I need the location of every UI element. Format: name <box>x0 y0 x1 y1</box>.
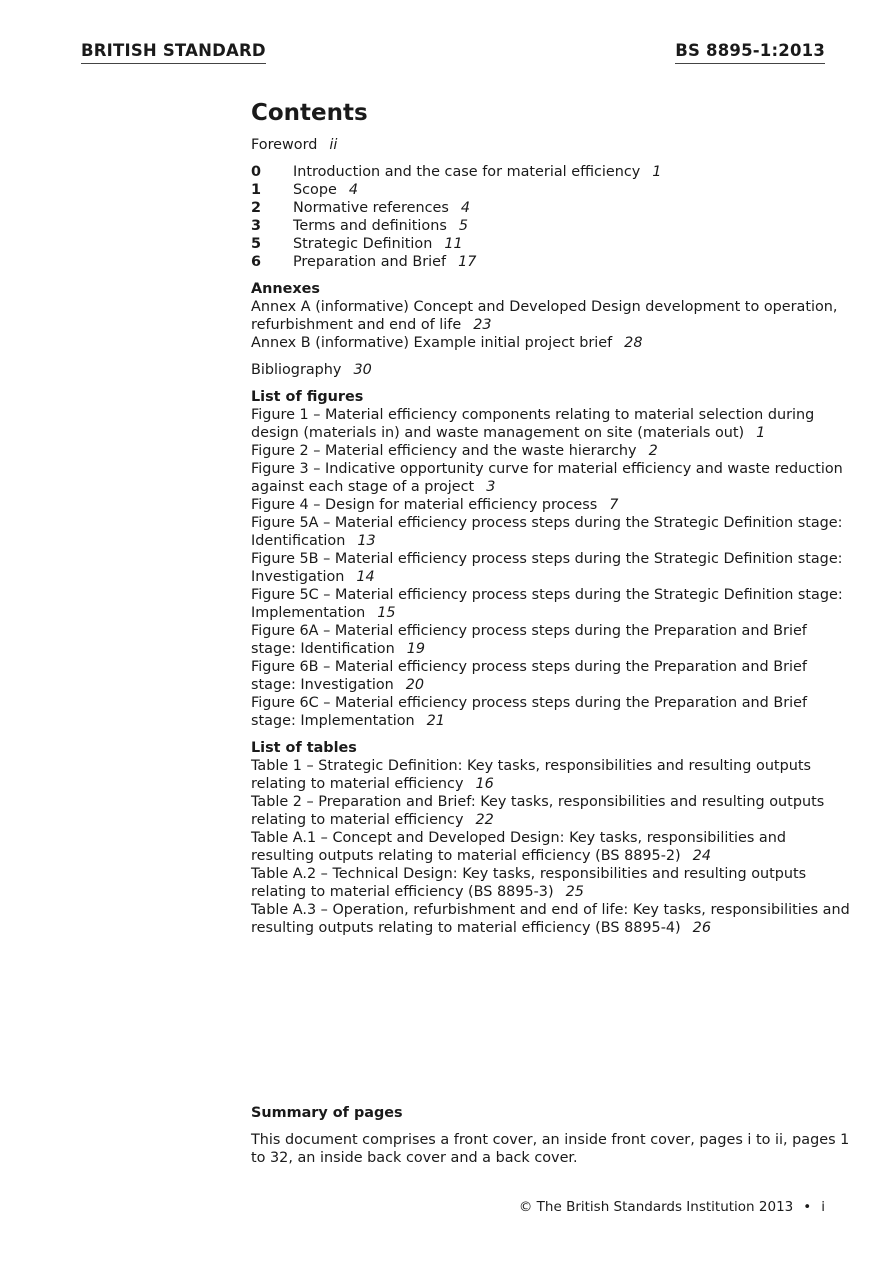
toc-figure[interactable] <box>251 496 851 514</box>
toc-bibliography[interactable] <box>251 361 851 379</box>
toc-entry-label: Figure 5A – Material efficiency process steps during the Strategic Definition stage: Identification <box>251 515 843 549</box>
toc-entry-page: 22 <box>475 812 494 828</box>
toc-annex[interactable] <box>251 334 851 352</box>
toc-clause-number: 5 <box>251 236 262 252</box>
toc-entry-label: Figure 5B – Material efficiency process steps during the Strategic Definition stage: Investigation <box>251 551 843 585</box>
toc-entry-label: Figure 4 – Design for material efficiency process <box>251 497 598 513</box>
toc-entry-page: ii <box>329 137 338 153</box>
toc-entry-label: Annex A (informative) Concept and Developed Design development to operation, refurbishment and end of life <box>251 299 838 333</box>
toc-clause[interactable] <box>251 253 851 271</box>
toc-entry-page: 13 <box>357 533 376 549</box>
toc-entry-label: Annex B (informative) Example initial project brief <box>251 335 613 351</box>
toc-clause[interactable] <box>251 217 851 235</box>
toc-clause[interactable] <box>251 181 851 199</box>
toc-entry-label: Figure 1 – Material efficiency components relating to material selection during design (materials in) and waste management on site (materials out) <box>251 407 815 441</box>
toc-figure[interactable] <box>251 622 851 658</box>
toc-clause-number: 1 <box>251 182 262 198</box>
summary-heading: Summary of pages <box>251 1105 403 1121</box>
toc-table[interactable] <box>251 757 851 793</box>
toc-table[interactable] <box>251 829 851 865</box>
toc-clause-number: 3 <box>251 218 262 234</box>
toc-foreword[interactable] <box>251 136 851 154</box>
toc-entry-label: Foreword <box>251 137 318 153</box>
toc-entry-label: Table A.1 – Concept and Developed Design: Key tasks, responsibilities and resulting outputs relating to material efficiency (BS 8895-2) <box>251 830 786 864</box>
toc-clauses <box>251 163 851 271</box>
toc-entry-page: 15 <box>377 605 396 621</box>
toc-entry-label: Figure 6B – Material efficiency process steps during the Preparation and Brief stage: Investigation <box>251 659 807 693</box>
toc-entry-page: 21 <box>426 713 445 729</box>
toc-entry-page: 1 <box>756 425 766 441</box>
toc-clause-number: 0 <box>251 164 262 180</box>
toc-entry-label: Figure 5C – Material efficiency process steps during the Strategic Definition stage: Implementation <box>251 587 843 621</box>
toc-clause[interactable] <box>251 199 851 217</box>
toc-tables <box>251 739 851 937</box>
toc-entry-label: Table A.2 – Technical Design: Key tasks, responsibilities and resulting outputs relating to material efficiency (BS 8895-3) <box>251 866 807 900</box>
toc-clause[interactable] <box>251 163 851 181</box>
toc-entry-label: Bibliography <box>251 362 342 378</box>
toc-entry-page: 7 <box>609 497 619 513</box>
copyright-text: © The British Standards Institution 2013 <box>518 1199 794 1215</box>
toc-entry-page: 5 <box>458 218 468 234</box>
toc-entry-page: 4 <box>348 182 358 198</box>
toc-entry-label: Figure 6A – Material efficiency process steps during the Preparation and Brief stage: Identification <box>251 623 807 657</box>
header-left-title: BRITISH STANDARD <box>81 40 266 64</box>
toc-entry-page: 26 <box>692 920 711 936</box>
figures-heading: List of figures <box>251 389 364 405</box>
toc-entry-label: Scope <box>293 182 337 198</box>
contents-title: Contents <box>251 100 368 126</box>
toc-entry-page: 23 <box>473 317 492 333</box>
toc-entry-page: 11 <box>444 236 463 252</box>
toc-entry-page: 24 <box>692 848 711 864</box>
contents-section <box>251 98 851 937</box>
footer-bullet: • <box>803 1199 812 1215</box>
toc-figures <box>251 388 851 730</box>
page-number: i <box>821 1199 825 1215</box>
tables-heading: List of tables <box>251 740 357 756</box>
toc-table[interactable] <box>251 793 851 829</box>
toc-entry-label: Table 1 – Strategic Definition: Key tasks, responsibilities and resulting outputs relating to material efficiency <box>251 758 811 792</box>
toc-table[interactable] <box>251 865 851 901</box>
annexes-heading: Annexes <box>251 281 320 297</box>
toc-figure[interactable] <box>251 586 851 622</box>
toc-entry-label: Table A.3 – Operation, refurbishment and end of life: Key tasks, responsibilities and resulting outputs relating to material efficiency (BS 8895-4) <box>251 902 850 936</box>
toc-entry-label: Preparation and Brief <box>293 254 447 270</box>
toc-clause[interactable] <box>251 235 851 253</box>
toc-entry-page: 25 <box>565 884 584 900</box>
header-standard-number: BS 8895-1:2013 <box>675 40 825 64</box>
toc-entry-page: 17 <box>458 254 477 270</box>
toc-figure[interactable] <box>251 694 851 730</box>
toc-entry-page: 19 <box>406 641 426 657</box>
toc-table[interactable] <box>251 901 851 937</box>
toc-entry-page: 30 <box>353 362 372 378</box>
toc-entry-page: 14 <box>356 569 375 585</box>
toc-entry-label: Figure 2 – Material efficiency and the waste hierarchy <box>251 443 637 459</box>
toc-entry-page: 28 <box>624 335 643 351</box>
summary-text: This document comprises a front cover, an inside front cover, pages i to ii, pages 1 to 32, an inside back cover and a back cover. <box>251 1132 850 1166</box>
toc-entry-label: Normative references <box>293 200 449 216</box>
toc-figure[interactable] <box>251 442 851 460</box>
toc-entry-label: Terms and definitions <box>293 218 447 234</box>
toc-entry-page: 20 <box>405 677 425 693</box>
toc-entry-label: Figure 6C – Material efficiency process steps during the Preparation and Brief stage: Implementation <box>251 695 808 729</box>
toc-figure[interactable] <box>251 658 851 694</box>
toc-annex[interactable] <box>251 298 851 334</box>
toc-entry-page: 2 <box>648 443 658 459</box>
toc-figure[interactable] <box>251 550 851 586</box>
toc-entry-page: 4 <box>460 200 471 216</box>
toc-entry-label: Strategic Definition <box>293 236 433 252</box>
toc-entry-page: 3 <box>486 479 496 495</box>
toc-entry-page: 1 <box>652 164 662 180</box>
toc-figure[interactable] <box>251 514 851 550</box>
toc-clause-number: 6 <box>251 254 262 270</box>
toc-entry-page: 16 <box>475 776 494 792</box>
toc-entry-label: Table 2 – Preparation and Brief: Key tasks, responsibilities and resulting outputs relating to material efficiency <box>251 794 825 828</box>
toc-annexes <box>251 280 851 352</box>
page-footer <box>519 1198 825 1216</box>
toc-entry-label: Figure 3 – Indicative opportunity curve for material efficiency and waste reduction against each stage of a project <box>251 461 843 495</box>
toc-clause-number: 2 <box>251 200 262 216</box>
summary-of-pages <box>251 1104 851 1167</box>
toc-figure[interactable] <box>251 460 851 496</box>
toc-entry-label: Introduction and the case for material efficiency <box>293 164 641 180</box>
toc-figure[interactable] <box>251 406 851 442</box>
